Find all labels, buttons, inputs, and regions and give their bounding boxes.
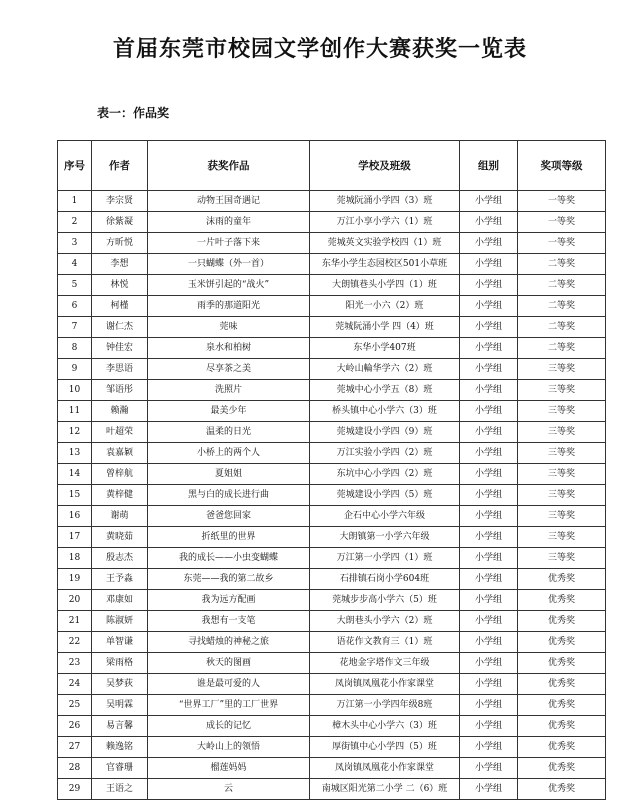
cell-group: 小学组 — [460, 737, 518, 758]
cell-author: 邓康如 — [92, 590, 148, 611]
cell-index: 21 — [58, 611, 92, 632]
cell-award: 优秀奖 — [518, 611, 606, 632]
table-row — [58, 716, 606, 737]
cell-group: 小学组 — [460, 485, 518, 506]
cell-award: 优秀奖 — [518, 590, 606, 611]
cell-group: 小学组 — [460, 674, 518, 695]
table-row — [58, 275, 606, 296]
cell-work: 最美少年 — [148, 401, 310, 422]
cell-work: 折纸里的世界 — [148, 527, 310, 548]
cell-award: 优秀奖 — [518, 569, 606, 590]
cell-index: 15 — [58, 485, 92, 506]
cell-school: 阳光一小六（2）班 — [310, 296, 460, 317]
cell-index: 17 — [58, 527, 92, 548]
cell-work: 一片叶子落下来 — [148, 233, 310, 254]
table-row — [58, 338, 606, 359]
cell-author: 官睿珊 — [92, 758, 148, 779]
cell-group: 小学组 — [460, 443, 518, 464]
cell-group: 小学组 — [460, 611, 518, 632]
cell-author: 叶超荣 — [92, 422, 148, 443]
header-group: 组别 — [460, 141, 518, 191]
cell-index: 9 — [58, 359, 92, 380]
cell-school: 桥头镇中心小学六（3）班 — [310, 401, 460, 422]
table-row — [58, 191, 606, 212]
cell-school: 莞城步步高小学六（5）班 — [310, 590, 460, 611]
cell-index: 22 — [58, 632, 92, 653]
table-row — [58, 548, 606, 569]
cell-award: 二等奖 — [518, 296, 606, 317]
cell-index: 16 — [58, 506, 92, 527]
table-row — [58, 485, 606, 506]
cell-work: 谁是最可爱的人 — [148, 674, 310, 695]
cell-author: 谢萌 — [92, 506, 148, 527]
cell-author: 赖逸铭 — [92, 737, 148, 758]
cell-author: 黄梓健 — [92, 485, 148, 506]
cell-award: 三等奖 — [518, 506, 606, 527]
table-row — [58, 758, 606, 779]
cell-work: 雨季的那道阳光 — [148, 296, 310, 317]
cell-award: 三等奖 — [518, 422, 606, 443]
cell-author: 易言馨 — [92, 716, 148, 737]
table-row — [58, 674, 606, 695]
cell-author: 方昕悦 — [92, 233, 148, 254]
cell-index: 1 — [58, 191, 92, 212]
table-row — [58, 296, 606, 317]
cell-school: 凤岗镇凤凰花小作家课堂 — [310, 758, 460, 779]
cell-school: 樟木头中心小学六（3）班 — [310, 716, 460, 737]
cell-school: 莞城阮涌小学四（3）班 — [310, 191, 460, 212]
cell-award: 优秀奖 — [518, 758, 606, 779]
cell-school: 企石中心小学六年级 — [310, 506, 460, 527]
cell-index: 27 — [58, 737, 92, 758]
table-row — [58, 359, 606, 380]
table-row — [58, 527, 606, 548]
cell-group: 小学组 — [460, 695, 518, 716]
table-subtitle: 表一：作品奖 — [97, 106, 170, 120]
cell-group: 小学组 — [460, 380, 518, 401]
table-row — [58, 506, 606, 527]
cell-index: 24 — [58, 674, 92, 695]
cell-index: 23 — [58, 653, 92, 674]
cell-group: 小学组 — [460, 506, 518, 527]
cell-author: 钟佳宏 — [92, 338, 148, 359]
cell-index: 8 — [58, 338, 92, 359]
cell-school: 莞城阮涌小学 四（4）班 — [310, 317, 460, 338]
cell-group: 小学组 — [460, 632, 518, 653]
cell-index: 12 — [58, 422, 92, 443]
cell-index: 7 — [58, 317, 92, 338]
cell-award: 二等奖 — [518, 338, 606, 359]
header-row — [58, 141, 606, 191]
cell-award: 优秀奖 — [518, 674, 606, 695]
cell-school: 莞城建设小学四（5）班 — [310, 485, 460, 506]
cell-work: 黑与白的成长进行曲 — [148, 485, 310, 506]
table-row — [58, 590, 606, 611]
cell-group: 小学组 — [460, 779, 518, 800]
cell-work: 温柔的日光 — [148, 422, 310, 443]
cell-award: 三等奖 — [518, 359, 606, 380]
cell-author: 李宗贤 — [92, 191, 148, 212]
cell-author: 陈淑妍 — [92, 611, 148, 632]
table-row — [58, 464, 606, 485]
cell-author: 梁雨格 — [92, 653, 148, 674]
cell-award: 三等奖 — [518, 443, 606, 464]
cell-group: 小学组 — [460, 590, 518, 611]
cell-work: 我的成长——小虫变蝴蝶 — [148, 548, 310, 569]
cell-award: 优秀奖 — [518, 737, 606, 758]
cell-work: “世界工厂”里的工厂世界 — [148, 695, 310, 716]
cell-group: 小学组 — [460, 254, 518, 275]
table-row — [58, 569, 606, 590]
cell-award: 优秀奖 — [518, 779, 606, 800]
cell-index: 19 — [58, 569, 92, 590]
cell-school: 南城区阳光第二小学 二（6）班 — [310, 779, 460, 800]
cell-index: 14 — [58, 464, 92, 485]
cell-award: 优秀奖 — [518, 716, 606, 737]
cell-group: 小学组 — [460, 296, 518, 317]
cell-school: 万江实验小学四（2）班 — [310, 443, 460, 464]
cell-index: 13 — [58, 443, 92, 464]
cell-author: 吴梦荻 — [92, 674, 148, 695]
cell-work: 爸爸您回家 — [148, 506, 310, 527]
cell-award: 三等奖 — [518, 485, 606, 506]
cell-index: 11 — [58, 401, 92, 422]
cell-school: 东华小学407班 — [310, 338, 460, 359]
cell-award: 二等奖 — [518, 317, 606, 338]
cell-award: 优秀奖 — [518, 653, 606, 674]
table-row — [58, 779, 606, 800]
cell-author: 徐紫凝 — [92, 212, 148, 233]
cell-award: 一等奖 — [518, 191, 606, 212]
cell-award: 三等奖 — [518, 464, 606, 485]
awards-table — [57, 140, 606, 800]
cell-group: 小学组 — [460, 548, 518, 569]
cell-school: 万江第一小学四年级8班 — [310, 695, 460, 716]
cell-group: 小学组 — [460, 464, 518, 485]
cell-school: 莞城建设小学四（9）班 — [310, 422, 460, 443]
table-row — [58, 212, 606, 233]
cell-group: 小学组 — [460, 275, 518, 296]
cell-group: 小学组 — [460, 653, 518, 674]
cell-school: 莞城中心小学五（8）班 — [310, 380, 460, 401]
cell-author: 王语之 — [92, 779, 148, 800]
cell-work: 东莞——我的第二故乡 — [148, 569, 310, 590]
cell-author: 李思语 — [92, 359, 148, 380]
cell-author: 殷志杰 — [92, 548, 148, 569]
cell-award: 二等奖 — [518, 275, 606, 296]
cell-work: 秋天的图画 — [148, 653, 310, 674]
cell-work: 寻找蜡烛的神秘之旅 — [148, 632, 310, 653]
header-work: 获奖作品 — [148, 141, 310, 191]
cell-school: 东坑中心小学四（2）班 — [310, 464, 460, 485]
table-row — [58, 254, 606, 275]
cell-index: 5 — [58, 275, 92, 296]
cell-group: 小学组 — [460, 422, 518, 443]
cell-author: 单智谦 — [92, 632, 148, 653]
cell-index: 25 — [58, 695, 92, 716]
table-row — [58, 611, 606, 632]
cell-work: 我为远方配画 — [148, 590, 310, 611]
header-school: 学校及班级 — [310, 141, 460, 191]
cell-index: 20 — [58, 590, 92, 611]
cell-award: 优秀奖 — [518, 632, 606, 653]
cell-school: 凤岗镇凤凰花小作家课堂 — [310, 674, 460, 695]
cell-award: 一等奖 — [518, 233, 606, 254]
cell-author: 黄晓茹 — [92, 527, 148, 548]
cell-school: 万江小享小学六（1）班 — [310, 212, 460, 233]
cell-award: 三等奖 — [518, 401, 606, 422]
cell-work: 莞味 — [148, 317, 310, 338]
cell-work: 洗照片 — [148, 380, 310, 401]
cell-award: 二等奖 — [518, 254, 606, 275]
table-row — [58, 632, 606, 653]
cell-work: 大岭山上的领悟 — [148, 737, 310, 758]
table-row — [58, 317, 606, 338]
cell-group: 小学组 — [460, 716, 518, 737]
cell-group: 小学组 — [460, 317, 518, 338]
cell-group: 小学组 — [460, 569, 518, 590]
cell-work: 沫雨的童年 — [148, 212, 310, 233]
cell-author: 王予淼 — [92, 569, 148, 590]
cell-work: 夏姐姐 — [148, 464, 310, 485]
cell-group: 小学组 — [460, 212, 518, 233]
cell-index: 4 — [58, 254, 92, 275]
cell-work: 成长的记忆 — [148, 716, 310, 737]
table-row — [58, 422, 606, 443]
table-row — [58, 737, 606, 758]
cell-school: 大朗巷头小学六（2）班 — [310, 611, 460, 632]
cell-author: 林悦 — [92, 275, 148, 296]
cell-award: 三等奖 — [518, 548, 606, 569]
cell-group: 小学组 — [460, 191, 518, 212]
cell-work: 尽享茶之美 — [148, 359, 310, 380]
cell-work: 一只蝴蝶（外一首） — [148, 254, 310, 275]
cell-school: 语花作文教育三（1）班 — [310, 632, 460, 653]
cell-school: 花地金字塔作文三年级 — [310, 653, 460, 674]
table-row — [58, 443, 606, 464]
header-author: 作者 — [92, 141, 148, 191]
cell-school: 万江第一小学四（1）班 — [310, 548, 460, 569]
cell-work: 小桥上的两个人 — [148, 443, 310, 464]
table-row — [58, 233, 606, 254]
cell-index: 18 — [58, 548, 92, 569]
cell-work: 榴莲妈妈 — [148, 758, 310, 779]
cell-work: 玉米饼引起的“战火” — [148, 275, 310, 296]
cell-group: 小学组 — [460, 233, 518, 254]
cell-author: 李想 — [92, 254, 148, 275]
cell-work: 我想有一支笔 — [148, 611, 310, 632]
page-title: 首届东莞市校园文学创作大赛获奖一览表 — [112, 37, 527, 62]
cell-author: 袁嘉颖 — [92, 443, 148, 464]
cell-award: 三等奖 — [518, 380, 606, 401]
cell-author: 邹语彤 — [92, 380, 148, 401]
cell-group: 小学组 — [460, 758, 518, 779]
table-row — [58, 380, 606, 401]
cell-school: 厚街镇中心小学四（5）班 — [310, 737, 460, 758]
header-index: 序号 — [58, 141, 92, 191]
cell-index: 10 — [58, 380, 92, 401]
cell-index: 6 — [58, 296, 92, 317]
cell-work: 泉水和柏树 — [148, 338, 310, 359]
header-award: 奖项等级 — [518, 141, 606, 191]
cell-index: 29 — [58, 779, 92, 800]
cell-school: 大朗镇巷头小学四（1）班 — [310, 275, 460, 296]
cell-award: 三等奖 — [518, 527, 606, 548]
table-row — [58, 695, 606, 716]
cell-school: 东华小学生态园校区501小草班 — [310, 254, 460, 275]
cell-school: 石排镇石岗小学604班 — [310, 569, 460, 590]
cell-index: 26 — [58, 716, 92, 737]
cell-author: 吴明霖 — [92, 695, 148, 716]
cell-work: 动物王国奇遇记 — [148, 191, 310, 212]
cell-author: 赖瀚 — [92, 401, 148, 422]
cell-group: 小学组 — [460, 359, 518, 380]
cell-index: 3 — [58, 233, 92, 254]
table-body — [58, 191, 606, 800]
cell-school: 莞城英文实验学校四（1）班 — [310, 233, 460, 254]
cell-work: 云 — [148, 779, 310, 800]
cell-index: 28 — [58, 758, 92, 779]
cell-award: 一等奖 — [518, 212, 606, 233]
cell-index: 2 — [58, 212, 92, 233]
table-row — [58, 401, 606, 422]
cell-school: 大岭山輪华学六（2）班 — [310, 359, 460, 380]
cell-award: 优秀奖 — [518, 695, 606, 716]
cell-author: 曾梓航 — [92, 464, 148, 485]
cell-author: 谢仁杰 — [92, 317, 148, 338]
cell-group: 小学组 — [460, 401, 518, 422]
cell-group: 小学组 — [460, 527, 518, 548]
cell-author: 柯槿 — [92, 296, 148, 317]
cell-school: 大朗镇第一小学六年级 — [310, 527, 460, 548]
table-row — [58, 653, 606, 674]
cell-group: 小学组 — [460, 338, 518, 359]
